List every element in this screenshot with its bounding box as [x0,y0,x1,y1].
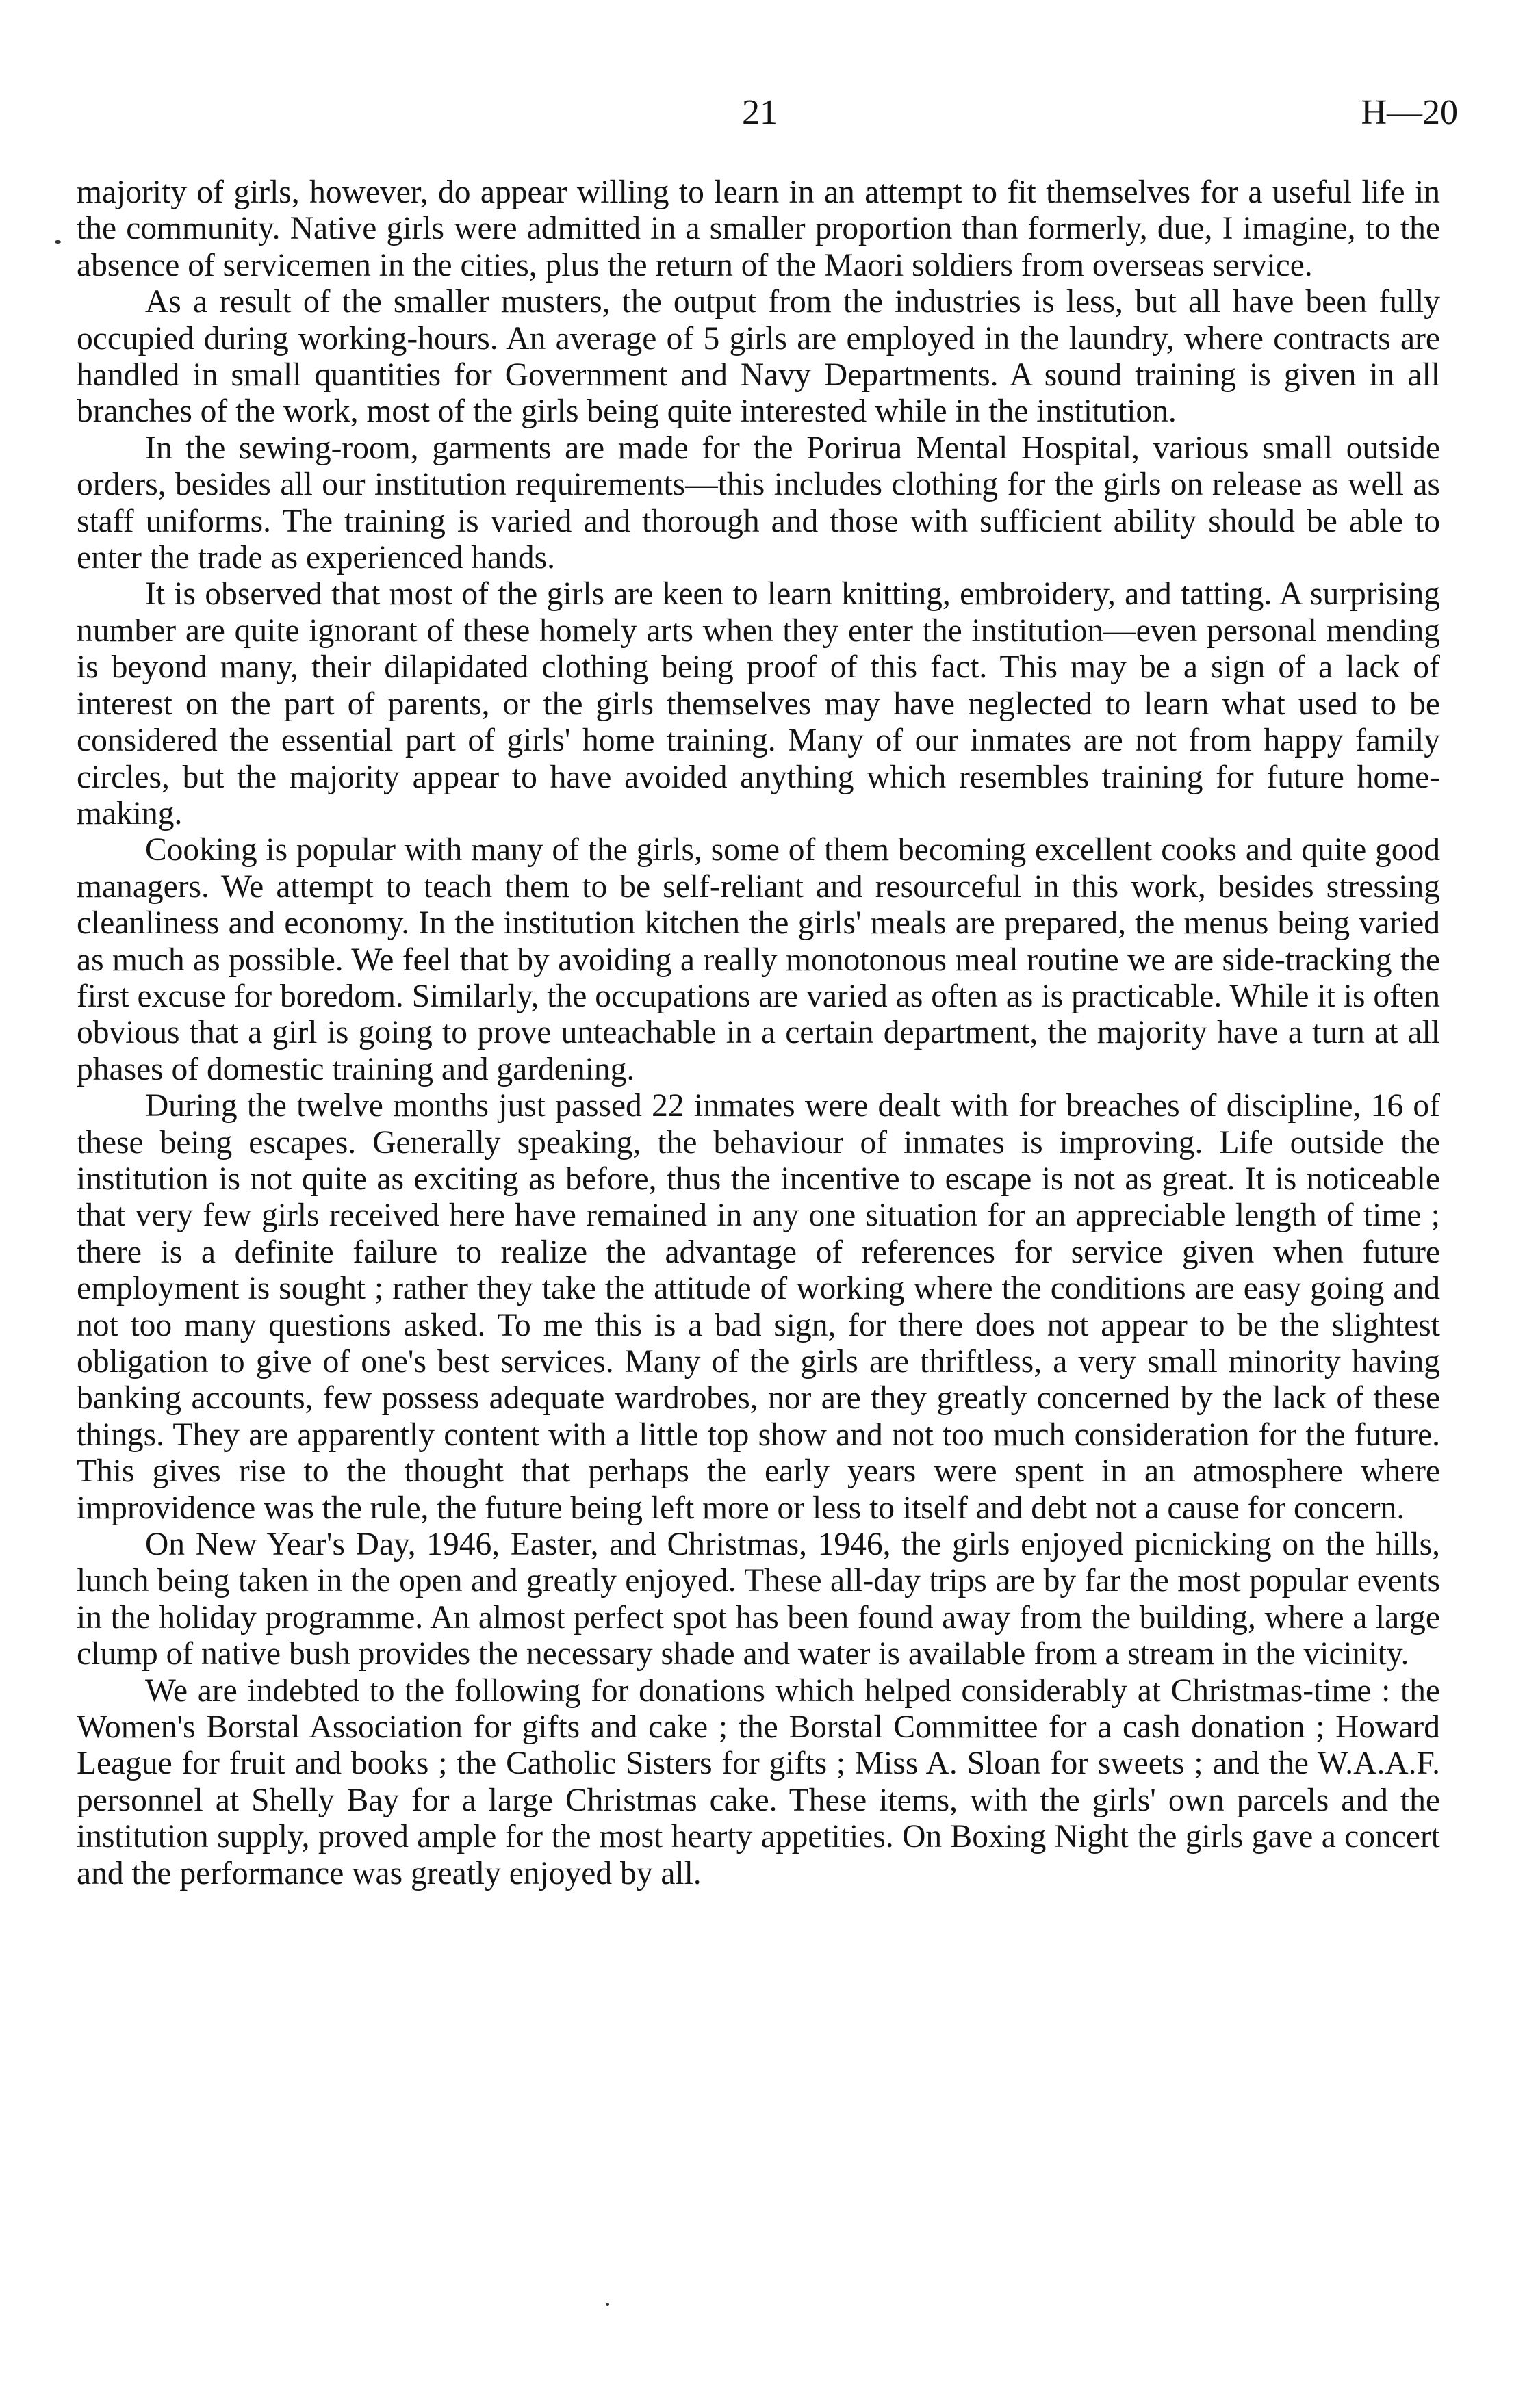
paragraph: During the twelve months just passed 22 inmates were dealt with for breaches of discipline, 16 of these being escapes. Generally speaking, the behaviour of inmates is improving. Life outside the institution is not quite as exciting as before, thus the incentive to escape is not as great. It is noticeable that very few girls received here have remained in any one situation for an appreciable length of time ; there is a definite failure to realize the advantage of references for service given when future employment is sought ; rather they take the attitude of working where the conditions are easy going and not too many questions asked. To me this is a bad sign, for there does not appear to be the slightest obligation to give of one's best services. Many of the girls are thriftless, a very small minority having banking accounts, few possess adequate wardrobes, nor are they greatly concerned by the lack of these things. They are apparently content with a little top show and not too much consideration for the future. This gives rise to the thought that perhaps the early years were spent in an atmosphere where improvidence was the rule, the future being left more or less to itself and debt not a cause for concern. [77,1088,1440,1526]
paragraph: We are indebted to the following for donations which helped considerably at Christmas-time : the Women's Borstal Association for gifts and cake ; the Borstal Committee for a cash donation ; Howard League for fruit and books ; the Catholic Sisters for gifts ; Miss A. Sloan for sweets ; and the W.A.A.F. personnel at Shelly Bay for a large Christmas cake. These items, with the girls' own parcels and the institution supply, proved ample for the most hearty appetities. On Boxing Night the girls gave a concert and the performance was greatly enjoyed by all. [77,1672,1440,1891]
scan-speck [55,240,61,244]
paragraph: majority of girls, however, do appear willing to learn in an attempt to fit themselves for a useful life in the community. Native girls were admitted in a smaller proportion than formerly, due, I imagine, to the absence of servicemen in the cities, plus the return of the Maori soldiers from overseas service. [77,174,1440,283]
paragraph: Cooking is popular with many of the girls, some of them becoming excellent cooks and quite good managers. We attempt to teach them to be self-reliant and resourceful in this work, besides stressing cleanliness and economy. In the institution kitchen the girls' meals are prepared, the menus being varied as much as possible. We feel that by avoiding a really monotonous meal routine we are side-tracking the first excuse for boredom. Similarly, the occupations are varied as often as is practicable. While it is often obvious that a girl is going to prove unteachable in a certain department, the majority have a turn at all phases of domestic training and gardening. [77,832,1440,1087]
page-header [0,82,1525,144]
page-number: 21 [742,93,778,132]
document-code: H—20 [1361,93,1458,132]
paragraph: On New Year's Day, 1946, Easter, and Christmas, 1946, the girls enjoyed picnicking on the hills, lunch being taken in the open and greatly enjoyed. These all-day trips are by far the most popular events in the holiday programme. An almost perfect spot has been found away from the building, where a large clump of native bush provides the necessary shade and water is available from a stream in the vicinity. [77,1527,1440,1672]
scan-speck [606,2303,609,2306]
report-body [77,174,1440,1892]
paragraph: It is observed that most of the girls are keen to learn knitting, embroidery, and tatting. A surprising number are quite ignorant of these homely arts when they enter the institution—even personal mending is beyond many, their dilapidated clothing being proof of this fact. This may be a sign of a lack of interest on the part of parents, or the girls themselves may have neglected to learn what used to be considered the essential part of girls' home training. Many of our inmates are not from happy family circles, but the majority appear to have avoided anything which resembles training for future home-making. [77,576,1440,831]
paragraph: As a result of the smaller musters, the output from the industries is less, but all have been fully occupied during working-hours. An average of 5 girls are employed in the laundry, where contracts are handled in small quantities for Government and Navy Departments. A sound training is given in all branches of the work, most of the girls being quite interested while in the institution. [77,284,1440,430]
paragraph: In the sewing-room, garments are made for the Porirua Mental Hospital, various small outside orders, besides all our institution requirements—this includes clothing for the girls on release as well as staff uniforms. The training is varied and thorough and those with sufficient ability should be able to enter the trade as experienced hands. [77,430,1440,576]
